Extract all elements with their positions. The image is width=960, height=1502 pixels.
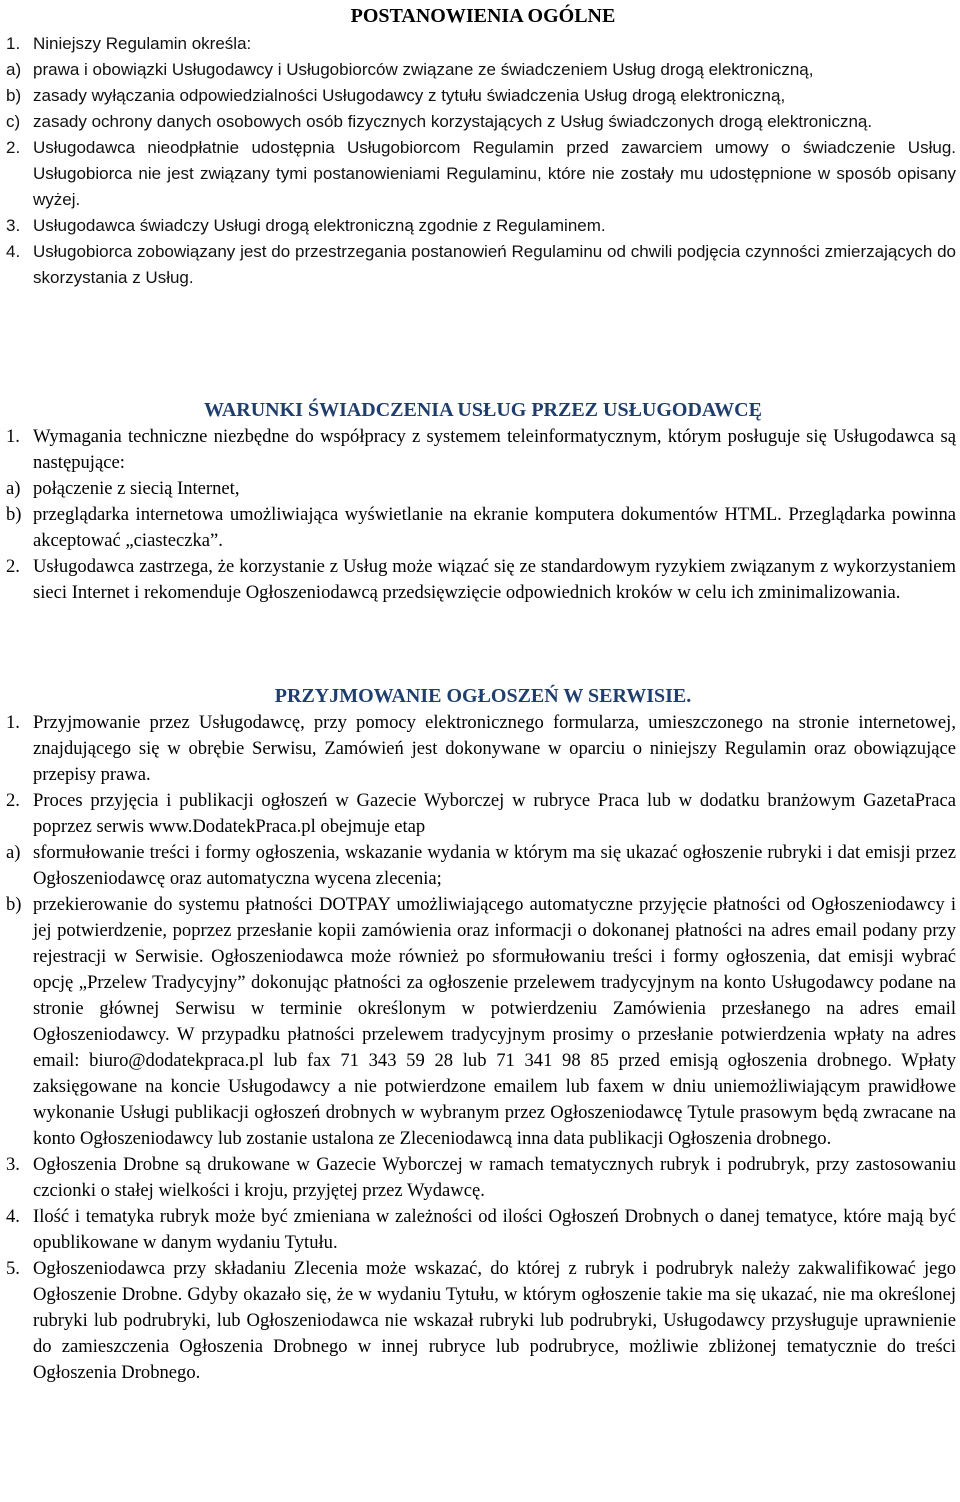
paragraph-item [6,239,956,291]
item-marker: 1. [6,34,21,53]
item-marker: b) [6,894,22,915]
item-text: Usługodawca świadczy Usługi drogą elektroniczną zgodnie z Regulaminem. [33,216,606,235]
paragraph-item [6,135,956,213]
item-text: Ilość i tematyka rubryk może być zmieniana w zależności od ilości Ogłoszeń Drobnych o danej tematyce, które mają być opublikowane w danym wydaniu Tytułu. [33,1206,956,1253]
item-marker: 1. [6,426,20,447]
item-text: przeglądarka internetowa umożliwiająca wyświetlanie na ekranie komputera dokumentów HTML. Przeglądarka powinna akceptować „ciasteczka”. [33,504,956,551]
item-text: zasady wyłączania odpowiedzialności Usługodawcy z tytułu świadczenia Usług drogą elektroniczną, [33,86,786,105]
paragraph-item [6,57,956,83]
paragraph-item [6,502,956,554]
item-text: połączenie z siecią Internet, [33,478,240,499]
section-service-conditions [6,424,956,606]
paragraph-item [6,1152,956,1204]
item-marker: 5. [6,1258,20,1279]
paragraph-item [6,109,956,135]
paragraph-item [6,31,956,57]
item-marker: 2. [6,790,20,811]
paragraph-item [6,788,956,840]
item-text: przekierowanie do systemu płatności DOTPAY umożliwiającego automatyczne przyjęcie płatności od Ogłoszeniodawcy i jej potwierdzenie, poprzez przesłanie kopii zamówienia oraz informacji o dokonanej płatności na adres email podany przy rejestracji w Serwisie. Ogłoszeniodawca może również po sformułowaniu treści i formy ogłoszenia, dat emisji wybrać opcję „Przelew Tradycyjny” dokonując płatności za ogłoszenie przelewem tradycyjnym na konto Usługodawcy podane na stronie głównej Serwisu w terminie określonym w potwierdzeniu Zamówienia przesłanego na adres email Ogłoszeniodawcy. W przypadku płatności przelewem tradycyjnym prosimy o przesłanie potwierdzenia wpłaty na adres email: biuro@dodatekpraca.pl lub fax 71 343 59 28 lub 71 341 98 85 przed emisją ogłoszenia drobnego. Wpłaty zaksięgowane na koncie Usługodawcy a nie potwierdzone emailem lub faxem w dniu uniemożliwiającym prawidłowe wykonanie Usługi publikacji ogłoszeń drobnych w wybranym przez Ogłoszeniodawcę Tytule prasowym będą zwracane na konto Ogłoszeniodawcy lub zostanie ustalona ze Zleceniodawcą inna data publikacji Ogłoszenia drobnego. [33,894,956,1149]
paragraph-item [6,83,956,109]
item-text: sformułowanie treści i formy ogłoszenia, wskazanie wydania w którym ma się ukazać ogłoszenie rubryki i dat emisji przez Ogłoszeniodawcę oraz automatyczna wycena zlecenia; [33,842,956,889]
section-heading-service-conditions: WARUNKI ŚWIADCZENIA USŁUG PRZEZ USŁUGODAWCĘ [204,399,762,421]
section-heading-general-provisions: POSTANOWIENIA OGÓLNE [350,5,616,27]
item-text: prawa i obowiązki Usługodawcy i Usługobiorców związane ze świadczeniem Usług drogą elektroniczną, [33,60,814,79]
item-text: Usługobiorca zobowiązany jest do przestrzegania postanowień Regulaminu od chwili podjęcia czynności zmierzających do skorzystania z Usług. [33,242,956,287]
paragraph-item [6,476,956,502]
paragraph-item [6,213,956,239]
item-marker: 4. [6,242,21,261]
item-marker: 1. [6,712,20,733]
paragraph-item [6,1256,956,1386]
item-text: Przyjmowanie przez Usługodawcę, przy pomocy elektronicznego formularza, umieszczonego na stronie internetowej, znajdującego się w obrębie Serwisu, Zamówień jest dokonywane w oparciu o niniejszy Regulamin oraz obowiązujące przepisy prawa. [33,712,956,785]
item-marker: 2. [6,138,21,157]
paragraph-item [6,840,956,892]
paragraph-item [6,554,956,606]
item-text: Usługodawca nieodpłatnie udostępnia Usługobiorcom Regulamin przed zawarciem umowy o świadczenie Usług. Usługobiorca nie jest związany tymi postanowieniami Regulaminu, które nie zostały mu udostępnione w sposób opisany wyżej. [33,138,956,209]
item-marker: a) [6,478,21,499]
item-marker: b) [6,86,22,105]
paragraph-item [6,424,956,476]
item-text: Proces przyjęcia i publikacji ogłoszeń w Gazecie Wyborczej w rubryce Praca lub w dodatku branżowym GazetaPraca poprzez serwis www.DodatekPraca.pl obejmuje etap [33,790,956,837]
section-ad-acceptance [6,710,956,1386]
paragraph-item [6,892,956,1152]
item-text: Usługodawca zastrzega, że korzystanie z Usług może wiązać się ze standardowym ryzykiem związanym z wykorzystaniem sieci Internet i rekomenduje Ogłoszeniodawcą przedsięwzięcie odpowiednich kroków w celu ich zminimalizowania. [33,556,956,603]
item-marker: 3. [6,216,21,235]
item-marker: a) [6,842,21,863]
item-marker: c) [6,112,21,131]
item-marker: 4. [6,1206,20,1227]
item-marker: 2. [6,556,20,577]
item-text: zasady ochrony danych osobowych osób fizycznych korzystających z Usług świadczonych drogą elektroniczną. [33,112,873,131]
section-heading-ad-acceptance: PRZYJMOWANIE OGŁOSZEŃ W SERWISIE. [274,685,692,707]
paragraph-item [6,1204,956,1256]
item-text: Ogłoszeniodawca przy składaniu Zlecenia może wskazać, do której z rubryk i podrubryk należy zakwalifikować jego Ogłoszenie Drobne. Gdyby okazało się, że w wydaniu Tytułu, w którym ogłoszenie takie ma się ukazać, nie ma określonej rubryki lub podrubryki, lub Ogłoszeniodawca nie wskazał rubryki lub podrubryki, Usługodawcy przysługuje uprawnienie do zamieszczenia Ogłoszenia Drobnego w innej rubryce lub podrubryce, możliwie zbliżonej tematycznie do treści Ogłoszenia Drobnego. [33,1258,956,1383]
item-text: Wymagania techniczne niezbędne do współpracy z systemem teleinformatycznym, którym posługuje się Usługodawca są następujące: [33,426,956,473]
item-text: Ogłoszenia Drobne są drukowane w Gazecie Wyborczej w ramach tematycznych rubryk i podrubryk, przy zastosowaniu czcionki o stałej wielkości i kroju, przyjętej przez Wydawcę. [33,1154,956,1201]
item-marker: a) [6,60,22,79]
item-marker: 3. [6,1154,20,1175]
section-general-provisions [6,31,956,291]
paragraph-item [6,710,956,788]
item-text: Niniejszy Regulamin określa: [33,34,252,53]
item-marker: b) [6,504,22,525]
